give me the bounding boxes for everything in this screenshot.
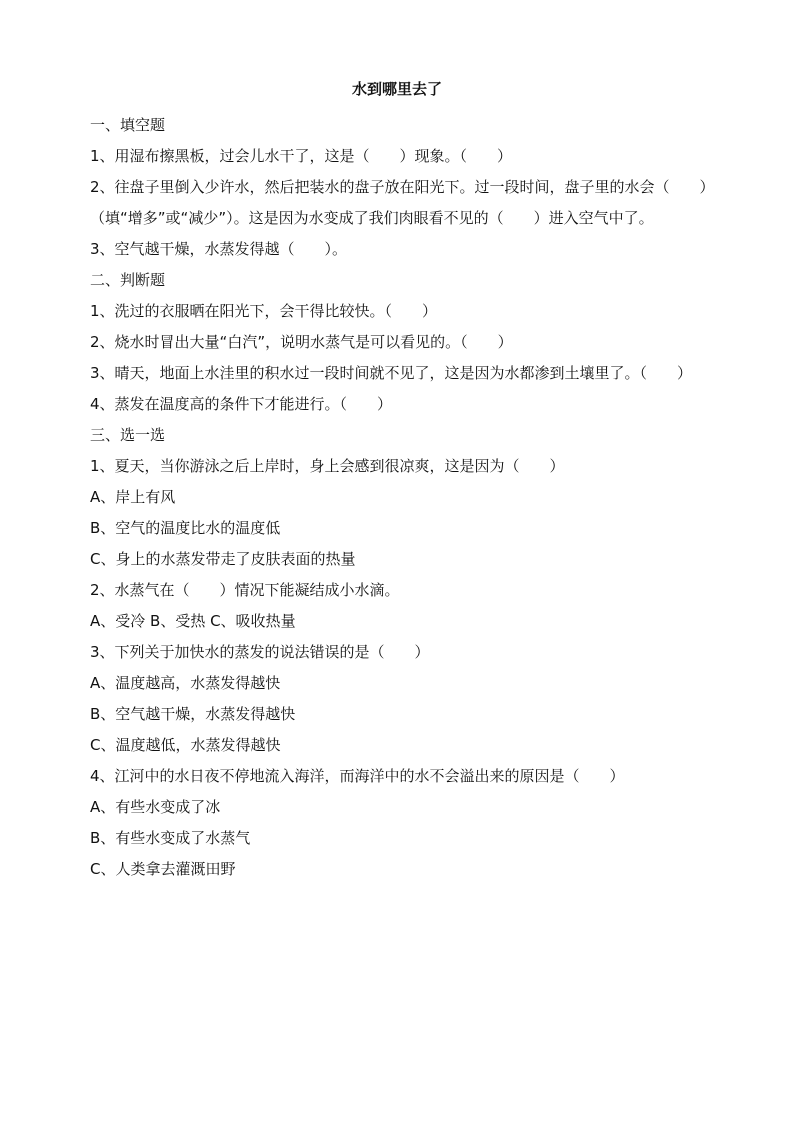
choice-question-2-options: A、受冷 B、受热 C、吸收热量 (90, 612, 296, 630)
section-heading-fill-blank: 一、填空题 (90, 116, 166, 134)
choice-question-4-option-b: B、有些水变成了水蒸气 (90, 829, 251, 847)
choice-question-3-option-a: A、温度越高，水蒸发得越快 (90, 674, 281, 692)
fill-blank-question-1: 1、用湿布擦黑板，过会儿水干了，这是（ ）现象。（ ） (90, 147, 513, 165)
fill-blank-question-2: 2、往盘子里倒入少许水，然后把装水的盘子放在阳光下。过一段时间，盘子里的水会（ ）（填“增多”或“减少”）。这是因为水变成了我们肉眼看不见的（ ）进入空气中了。 (90, 178, 708, 227)
choice-question-3-option-b: B、空气越干燥，水蒸发得越快 (90, 705, 296, 723)
choice-question-4-option-a: A、有些水变成了冰 (90, 798, 221, 816)
choice-question-4: 4、江河中的水日夜不停地流入海洋，而海洋中的水不会溢出来的原因是（ ） (90, 767, 625, 785)
fill-blank-question-3: 3、空气越干燥，水蒸发得越（ ）。 (90, 240, 348, 258)
true-false-question-2: 2、烧水时冒出大量“白汽”，说明水蒸气是可以看见的。（ ） (90, 333, 513, 351)
choice-question-1-option-b: B、空气的温度比水的温度低 (90, 519, 281, 537)
section-heading-multiple-choice: 三、选一选 (90, 426, 166, 444)
choice-question-2: 2、水蒸气在（ ）情况下能凝结成小水滴。 (90, 581, 400, 599)
true-false-question-3: 3、晴天，地面上水洼里的积水过一段时间就不见了，这是因为水都渗到土壤里了。（ ） (90, 364, 693, 382)
page-title: 水到哪里去了 (351, 80, 442, 98)
choice-question-1-option-a: A、岸上有风 (90, 488, 176, 506)
choice-question-3: 3、下列关于加快水的蒸发的说法错误的是（ ） (90, 643, 430, 661)
choice-question-3-option-c: C、温度越低，水蒸发得越快 (90, 736, 281, 754)
choice-question-1-option-c: C、身上的水蒸发带走了皮肤表面的热量 (90, 550, 356, 568)
worksheet-content (90, 110, 708, 885)
true-false-question-4: 4、蒸发在温度高的条件下才能进行。（ ） (90, 395, 393, 413)
true-false-question-1: 1、洗过的衣服晒在阳光下，会干得比较快。（ ） (90, 302, 438, 320)
choice-question-1: 1、夏天，当你游泳之后上岸时，身上会感到很凉爽，这是因为（ ） (90, 457, 565, 475)
section-heading-true-false: 二、判断题 (90, 271, 166, 289)
choice-question-4-option-c: C、人类拿去灌溉田野 (90, 860, 236, 878)
